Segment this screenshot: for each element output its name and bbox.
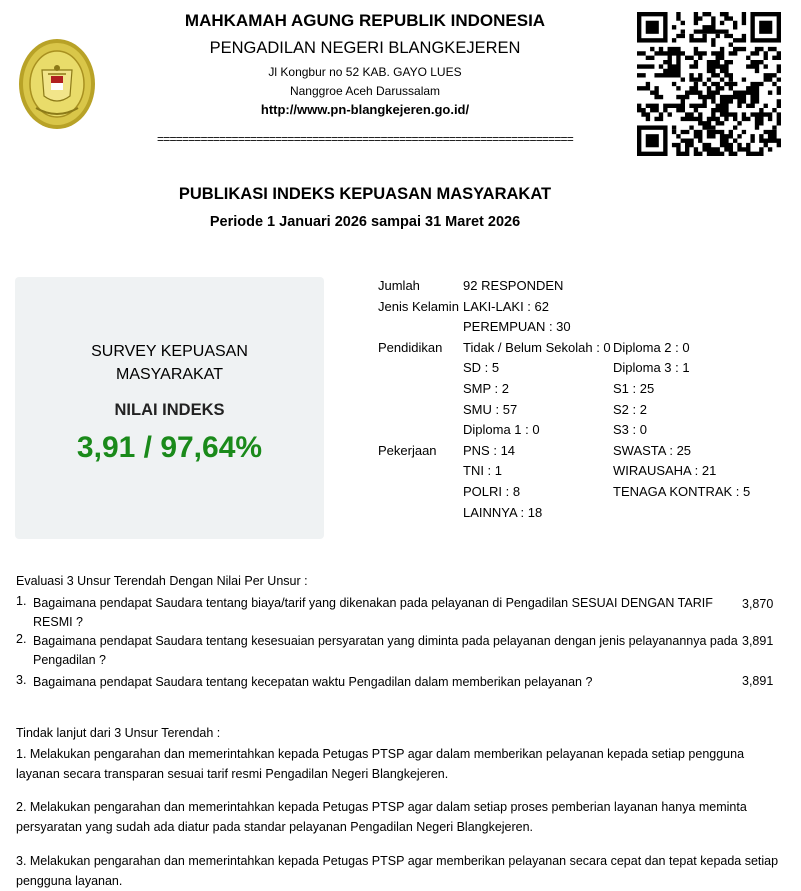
occupation-item: POLRI : 8 — [463, 484, 521, 499]
survey-label-line-1: SURVEY KEPUASAN — [91, 343, 248, 360]
evaluation-item — [16, 594, 736, 632]
evaluation-number: 3. — [16, 673, 27, 687]
evaluation-question: Bagaimana pendapat Saudara tentang biaya/tarif yang dikenakan pada pelayanan di Pengadilan SESUAI DENGAN TARIF RESMI ? — [33, 596, 713, 629]
evaluation-question: Bagaimana pendapat Saudara tentang kecepatan waktu Pengadilan dalam memberikan pelayanan ? — [33, 675, 593, 689]
followup-title: Tindak lanjut dari 3 Unsur Terendah : — [16, 726, 221, 740]
evaluation-item — [16, 673, 736, 693]
occupation-item: TNI : 1 — [463, 463, 503, 479]
education-item: SMP : 2 — [463, 381, 510, 396]
evaluation-number: 1. — [16, 594, 27, 608]
sub-court-name: PENGADILAN NEGERI BLANGKEJEREN — [209, 39, 521, 57]
evaluation-score: 3,870 — [742, 597, 774, 611]
occupation-item: LAINNYA : 18 — [463, 504, 543, 520]
survey-label-line-2: MASYARAKAT — [116, 366, 223, 383]
qr-code — [637, 12, 781, 156]
occupation-label: Pekerjaan — [378, 442, 437, 458]
evaluation-score: 3,891 — [742, 634, 774, 648]
index-card — [15, 277, 324, 539]
occupation-item: SWASTA : 25 — [613, 442, 692, 458]
jumlah-label: Jumlah — [378, 278, 420, 293]
education-item: Tidak / Belum Sekolah : 0 — [463, 339, 611, 355]
evaluation-score: 3,891 — [742, 674, 774, 688]
gender-female: PEREMPUAN : 30 — [463, 319, 571, 335]
website-link[interactable]: http://www.pn-blangkejeren.go.id/ — [260, 102, 470, 117]
followup-item: 3. Melakukan pengarahan dan memerintahkan kepada Petugas PTSP agar memberikan pelayanan secara cepat dan tepat kepada setiap pengguna layanan. — [16, 854, 779, 888]
education-label: Pendidikan — [378, 339, 443, 355]
supreme-court-emblem — [18, 38, 96, 130]
address-line-1: Jl Kongbur no 52 KAB. GAYO LUES — [268, 65, 462, 79]
survey-label — [15, 340, 324, 386]
followup-item: 2. Melakukan pengarahan dan memerintahkan kepada Petugas PTSP agar dalam setiap proses pemberian layanan hanya meminta persyaratan yang sudah ada diatur pada standar pelayanan Pengadilan Negeri Blangkejeren. — [16, 800, 747, 834]
followup-item: 1. Melakukan pengarahan dan memerintahkan kepada Petugas PTSP agar dalam memberikan pelayanan kepada setiap pengguna layanan secara transparan sesuai tarif resmi Pengadilan Negeri Blangkejeren. — [16, 747, 745, 781]
evaluation-title: Evaluasi 3 Unsur Terendah Dengan Nilai Per Unsur : — [16, 574, 308, 588]
address-line-2: Nanggroe Aceh Darussalam — [289, 84, 441, 98]
education-item: SMU : 57 — [463, 401, 518, 417]
page-title: PUBLIKASI INDEKS KEPUASAN MASYARAKAT — [178, 185, 552, 203]
index-label: NILAI INDEKS — [114, 401, 225, 419]
jumlah-value: 92 RESPONDEN — [463, 278, 564, 293]
gender-male: LAKI-LAKI : 62 — [463, 298, 549, 314]
education-item: SD : 5 — [463, 360, 500, 376]
header-divider: =================================================================== — [157, 132, 573, 146]
occupation-item: WIRAUSAHA : 21 — [613, 463, 717, 479]
education-item: Diploma 2 : 0 — [613, 339, 690, 355]
education-item: S3 : 0 — [613, 422, 647, 438]
evaluation-item — [16, 632, 736, 670]
education-item: S1 : 25 — [613, 381, 655, 396]
evaluation-number: 2. — [16, 632, 27, 646]
evaluation-question: Bagaimana pendapat Saudara tentang kesesuaian persyaratan yang diminta pada pelayanan dengan jenis pelayanannya pada Pengadilan ? — [33, 634, 738, 667]
education-item: Diploma 1 : 0 — [463, 422, 540, 438]
occupation-item: TENAGA KONTRAK : 5 — [613, 484, 751, 499]
respondent-info — [378, 276, 788, 526]
index-value: 3,91 / 97,64% — [76, 431, 263, 464]
gender-label: Jenis Kelamin — [378, 298, 459, 314]
court-name: MAHKAMAH AGUNG REPUBLIK INDONESIA — [184, 11, 546, 30]
occupation-item: PNS : 14 — [463, 442, 516, 458]
period-subtitle: Periode 1 Januari 2026 sampai 31 Maret 2026 — [209, 214, 521, 230]
education-item: Diploma 3 : 1 — [613, 360, 690, 376]
education-item: S2 : 2 — [613, 401, 647, 417]
